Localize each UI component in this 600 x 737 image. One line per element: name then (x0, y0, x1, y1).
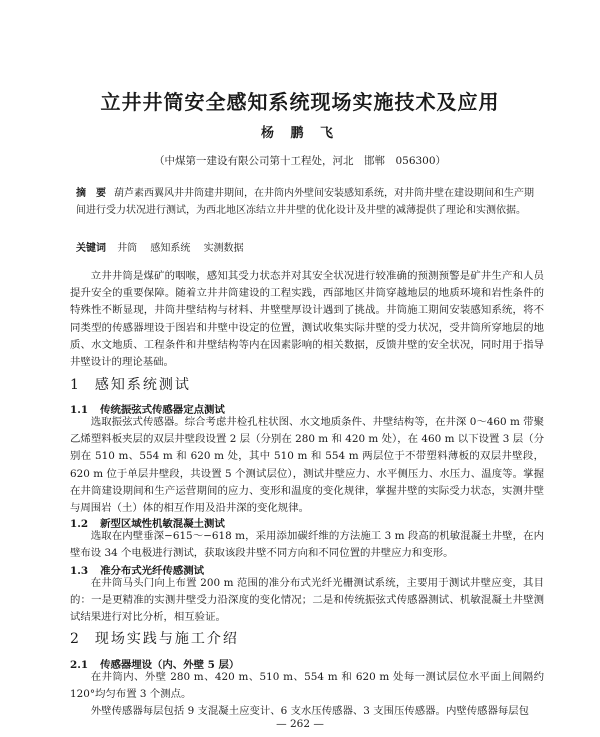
paragraph: 在井筒内、外壁 280 m、420 m、510 m、554 m 和 620 m 处每一测试层位水平面上间隔约 120°均匀布置 3 个测点。 (70, 671, 544, 701)
subsection-number: 2.1 (70, 659, 89, 671)
paper-title: 立井井筒安全感知系统现场实施技术及应用 (100, 90, 500, 114)
subsection-1-1-body (70, 414, 544, 517)
author-affiliation: （中煤第一建设有限公司第十工程处，河北 邯郸 056300） (153, 155, 447, 167)
subsection-number: 1.3 (70, 565, 89, 577)
section-1-heading (70, 374, 191, 394)
keyword: 井筒 (117, 243, 138, 254)
section-title: 现场实践与施工介绍 (94, 631, 239, 647)
page-number: — 262 — (276, 718, 324, 730)
abstract (76, 185, 538, 219)
section-2-heading (70, 628, 239, 648)
subsection-2-1-body (70, 669, 544, 721)
paragraph: 选取在内壁垂深−615～−618 m，采用添加碳纤维的方法施工 3 m 段高的机敏混凝土井壁，在内壁布设 34 个电极进行测试，获取该段井壁不同方向和不同位置的井壁应力和变形。 (70, 530, 544, 560)
subsection-title: 准分布式光纤传感测试 (100, 565, 204, 577)
paragraph: 在井筒马头门向上布置 200 m 范围的准分布式光纤光栅测试系统，主要用于测试井壁应变，其目的：一是更精准的实测井壁受力沿深度的变化情况；二是和传统振弦式传感器测试、机敏混凝土井壁测试结果进行对比分析，相互验证。 (70, 577, 544, 624)
abstract-text: 葫芦素西翼风井井筒建井期间，在井筒内外壁间安装感知系统，对井筒井壁在建设期间和生产期间进行受力状况进行测试，为西北地区冻结立井井壁的优化设计及井壁的减薄提供了理论和实测依据。 (76, 188, 534, 216)
section-title: 感知系统测试 (94, 377, 191, 393)
intro-paragraph: 立井井筒是煤矿的咽喉，感知其受力状态并对其安全状况进行较准确的预测预警是矿井生产和人员提升安全的重要保障。随着立井井筒建设的工程实践，西部地区井筒穿越地层的地质环境和岩性条件的特殊性不断显现，井筒井壁结构与材料、井壁壁厚设计遇到了挑战。井筒施工期间安装感知系统，将不同类型的传感器埋设于图岩和井壁中设定的位置，测试收集实际井壁的受力状况，受井筒所穿地层的地质、水文地质、工程条件和井壁结构等内在因素影响的相关数据，反馈井壁的安全状况，同时用于指导井壁设计的理论基础。 (70, 270, 544, 369)
paragraph: 选取振弦式传感器。综合考虑井检孔柱状图、水文地质条件、井壁结构等，在井深 0～460 m 带聚乙烯塑料板夹层的双层井壁段设置 2 层（分别在 280 m 和 420 m 处），在 460 m 以下设置 3 层（分别在 510 m、554 m 和 620 m 处，其中 510 m 和 554 m 两层位于不带塑料薄板的双层井壁段，620 m 位于单层井壁段，共设置 5 个测试层位），测试井壁应力、水平侧压力、水压力、温度等。掌握在井筒建设期间和生产运营期间的应力、变形和温度的变化规律，掌握井壁的实际受力状态，实测井壁与周围岩（土）体的相互作用及沿井深的变化规律。 (70, 416, 544, 515)
subsection-number: 1.2 (70, 518, 89, 530)
section-number: 1 (70, 377, 81, 393)
keyword: 感知系统 (150, 243, 191, 254)
subsection-title: 传感器埋设（内、外壁 5 层） (100, 659, 240, 671)
subsection-1-3-body (70, 575, 544, 627)
paragraph: 外壁传感器每层包括 9 支混凝土应变计、6 支水压传感器、3 支围压传感器。内壁传感器每层包 (90, 705, 530, 718)
abstract-label: 摘 要 (76, 188, 106, 199)
keywords-label: 关键词 (76, 243, 106, 254)
intro-section (70, 268, 544, 371)
author-name: 杨 鹏 飞 (260, 126, 340, 141)
subsection-title: 传统振弦式传感器定点测试 (100, 404, 225, 416)
subsection-1-2-body (70, 528, 544, 562)
subsection-title: 新型区域性机敏混凝土测试 (100, 518, 225, 530)
subsection-number: 1.1 (70, 404, 89, 416)
keywords (76, 239, 538, 254)
keyword: 实测数据 (203, 243, 244, 254)
section-number: 2 (70, 631, 81, 647)
